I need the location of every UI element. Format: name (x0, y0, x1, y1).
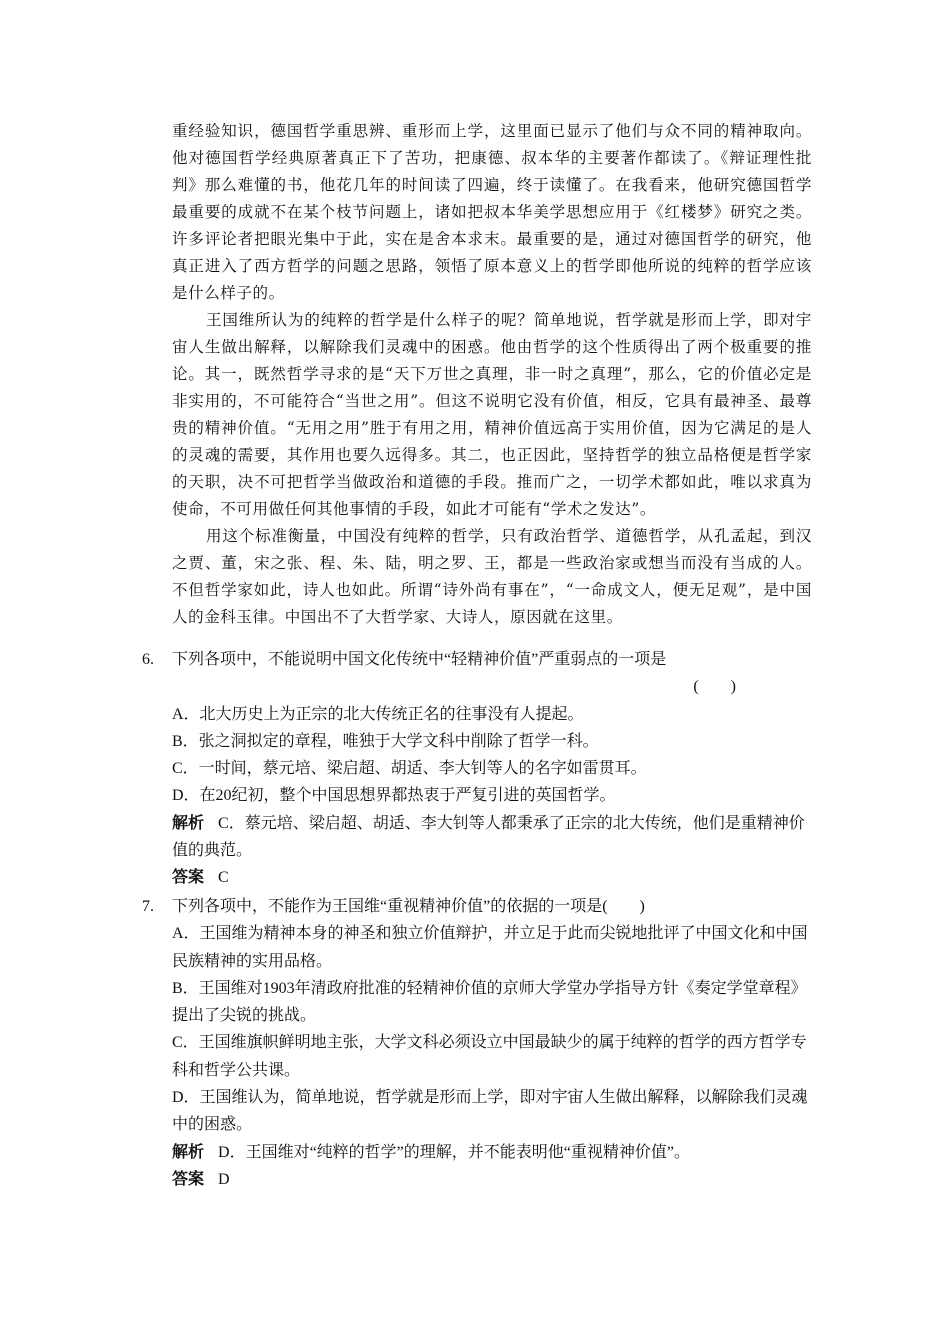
analysis (172, 1139, 814, 1166)
answer (172, 864, 814, 891)
question-number: 6. (142, 651, 154, 668)
answer-value: C (218, 869, 229, 887)
passage-paragraph: 用这个标准衡量，中国没有纯粹的哲学，只有政治哲学、道德哲学，从孔孟起，到汉之贾、董，宋之张、程、朱、陆，明之罗、王，都是一些政治家或想当而没有当成的人。不但哲学家如此，诗人也如此。所谓“诗外尚有事在”，“一命成文人，便无足观”，是中国人的金科玉律。中国出不了大哲学家、大诗人，原因就在这里。 (172, 527, 812, 626)
question-text: 下列各项中，不能说明中国文化传统中“轻精神价值”严重弱点的一项是 (172, 651, 667, 668)
option-d: D．在20纪初，整个中国思想界都热衷于严复引进的英国哲学。 (172, 787, 616, 805)
option-c: C．王国维旗帜鲜明地主张，大学文科必须设立中国最缺少的属于纯粹的哲学的西方哲学专科和哲学公共课。 (172, 1034, 807, 1079)
option-a: A．北大历史上为正宗的北大传统正名的往事没有人提起。 (172, 705, 584, 723)
answer-value: D (218, 1170, 230, 1188)
analysis-text: C．蔡元培、梁启超、胡适、李大钊等人都秉承了正宗的北大传统，他们是重精神价值的典范。 (172, 814, 805, 860)
reading-passage (172, 118, 812, 631)
question-stem (142, 893, 814, 920)
analysis-label: 解析 (172, 1143, 205, 1161)
option-c: C．一时间，蔡元培、梁启超、胡适、李大钊等人的名字如雷贯耳。 (172, 760, 647, 778)
answer (172, 1166, 814, 1193)
passage-paragraph: 王国维所认为的纯粹的哲学是什么样子的呢？简单地说，哲学就是形而上学，即对宇宙人生做出解释，以解除我们灵魂中的困惑。他由哲学的这个性质得出了两个极重要的推论。其一，既然哲学寻求的是“天下万世之真理，非一时之真理”，那么，它的价值必定是非实用的，不可能符合“当世之用”。但这不说明它没有价值，相反，它具有最神圣、最尊贵的精神价值。“无用之用”胜于有用之用，精神价值远高于实用价值，因为它满足的是人的灵魂的需要，其作用也要久远得多。其二，也正因此，坚持哲学的独立品格便是哲学家的天职，决不可把哲学当做政治和道德的手段。推而广之，一切学术都如此，唯以求真为使命，不可用做任何其他事情的手段，如此才可能有“学术之发达”。 (172, 311, 812, 518)
analysis-label: 解析 (172, 814, 205, 832)
analysis-text: D．王国维对“纯粹的哲学”的理解，并不能表明他“重视精神价值”。 (218, 1143, 690, 1161)
question-6 (142, 646, 814, 892)
question-text: 下列各项中，不能作为王国维“重视精神价值”的依据的一项是( ) (172, 898, 645, 915)
answer-label: 答案 (172, 1170, 205, 1188)
option-b: B．王国维对1903年清政府批准的轻精神价值的京师大学堂办学指导方针《奏定学堂章程》提出了尖锐的挑战。 (172, 979, 807, 1025)
answer-label: 答案 (172, 869, 205, 887)
answer-blank: ( ) (693, 678, 736, 696)
option-a: A．王国维为精神本身的神圣和独立价值辩护，并立足于此而尖锐地批评了中国文化和中国民族精神的实用品格。 (172, 925, 808, 970)
passage-paragraph: 重经验知识，德国哲学重思辨、重形而上学，这里面已显示了他们与众不同的精神取向。他对德国哲学经典原著真正下了苦功，把康德、叔本华的主要著作都读了。《辩证理性批判》那么难懂的书，他花几年的时间读了四遍，终于读懂了。在我看来，他研究德国哲学最重要的成就不在某个枝节问题上，诸如把叔本华美学思想应用于《红楼梦》研究之类。许多评论者把眼光集中于此，实在是舍本求末。最重要的是，通过对德国哲学的研究，他真正进入了西方哲学的问题之思路，领悟了原本意义上的哲学即他所说的纯粹的哲学应该是什么样子的。 (172, 122, 812, 302)
option-d: D．王国维认为，简单地说，哲学就是形而上学，即对宇宙人生做出解释，以解除我们灵魂中的困惑。 (172, 1089, 808, 1134)
option-b: B．张之洞拟定的章程，唯独于大学文科中削除了哲学一科。 (172, 732, 599, 750)
question-number: 7. (142, 898, 154, 915)
analysis (172, 810, 814, 865)
question-stem (142, 646, 814, 673)
question-7 (142, 893, 814, 1193)
